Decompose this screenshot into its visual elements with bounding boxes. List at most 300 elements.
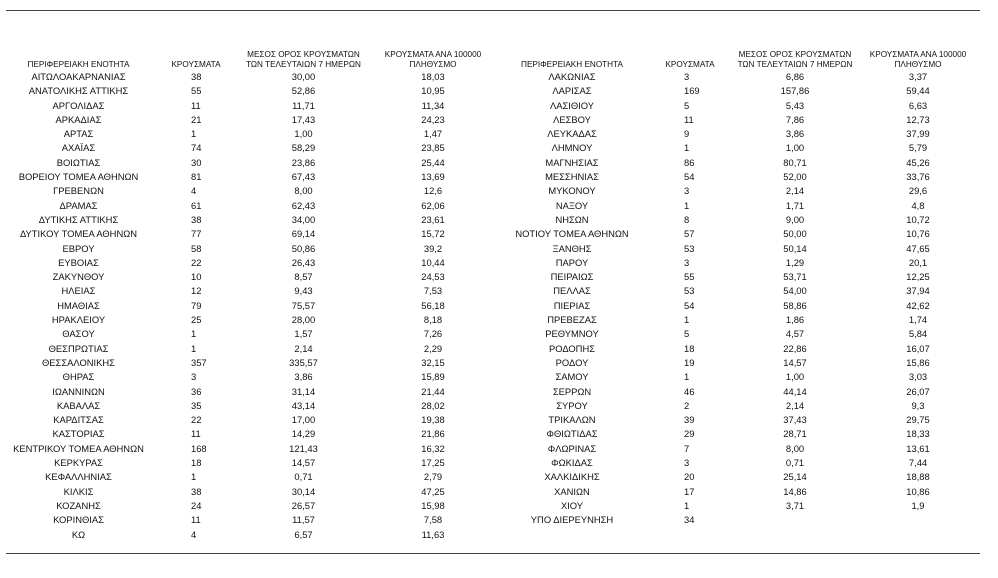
table-row	[6, 213, 500, 227]
region-cell: ΠΡΕΒΕΖΑΣ	[547, 314, 597, 326]
region-cell: ΚΑΒΑΛΑΣ	[56, 399, 101, 411]
per100k-cell: 24,53	[421, 271, 445, 283]
table-row	[6, 299, 500, 313]
per100k-cell: 45,26	[906, 156, 930, 168]
table-row	[6, 242, 500, 256]
table-row	[500, 270, 982, 284]
per100k-cell: 4,8	[911, 199, 925, 211]
per100k-cell: 7,44	[908, 457, 928, 469]
avg7-cell: 14,29	[291, 428, 316, 440]
cases-cell: 1	[684, 142, 690, 154]
region-cell: ΘΕΣΣΑΛΟΝΙΚΗΣ	[42, 356, 115, 368]
region-cell: ΤΡΙΚΑΛΩΝ	[548, 414, 596, 426]
table-row	[500, 342, 982, 356]
per100k-cell: 10,76	[906, 228, 930, 240]
cases-cell: 36	[191, 385, 202, 397]
per100k-cell: 32,15	[421, 356, 445, 368]
table-row	[6, 456, 500, 470]
region-cell: ΛΑΣΙΘΙΟΥ	[549, 99, 595, 111]
cases-cell: 10	[191, 271, 202, 283]
table-row	[500, 327, 982, 341]
header-row	[500, 30, 982, 70]
region-cell: ΛΕΥΚΑΔΑΣ	[547, 128, 597, 140]
avg7-cell: 1,71	[785, 199, 805, 211]
avg7-cell: 30,00	[291, 71, 316, 82]
cases-cell: 21	[191, 113, 202, 125]
per100k-cell	[854, 513, 982, 527]
per100k-cell: 19,38	[421, 414, 445, 426]
cases-cell: 53	[684, 242, 695, 254]
avg7-cell: 50,00	[783, 228, 807, 240]
region-cell: ΣΥΡΟΥ	[556, 399, 588, 411]
cases-cell: 1	[191, 328, 197, 340]
avg7-cell: 1,00	[785, 142, 805, 154]
avg7-cell: 14,57	[783, 356, 807, 368]
region-cell: ΝΟΤΙΟΥ ΤΟΜΕΑ ΑΘΗΝΩΝ	[515, 228, 629, 240]
table-row	[6, 499, 500, 513]
header-cases: ΚΡΟΥΣΜΑΤΑ	[665, 60, 715, 69]
avg7-cell: 69,14	[291, 228, 316, 240]
cases-cell: 1	[191, 471, 197, 483]
per100k-cell: 59,44	[906, 85, 930, 97]
cases-cell: 5	[684, 99, 690, 111]
avg7-cell: 7,86	[785, 113, 805, 125]
region-cell: ΔΡΑΜΑΣ	[59, 199, 98, 211]
table-row	[500, 213, 982, 227]
region-cell: ΒΟΙΩΤΙΑΣ	[56, 156, 101, 168]
region-cell: ΦΘΙΩΤΙΔΑΣ	[546, 428, 598, 440]
per100k-cell: 13,69	[421, 171, 445, 183]
table-row	[500, 70, 982, 84]
avg7-cell: 1,86	[785, 314, 805, 326]
table-row	[6, 113, 500, 127]
header-avg7: ΜΕΣΟΣ ΟΡΟΣ ΚΡΟΥΣΜΑΤΩΝ ΤΩΝ ΤΕΛΕΥΤΑΙΩΝ 7 ΗΜΕΡΩΝ	[246, 50, 361, 69]
table-row	[6, 413, 500, 427]
cases-cell: 169	[684, 85, 700, 97]
table-row	[6, 184, 500, 198]
region-cell: ΗΛΕΙΑΣ	[61, 285, 96, 297]
region-cell: ΠΕΙΡΑΙΩΣ	[550, 271, 594, 283]
cases-cell: 53	[684, 285, 695, 297]
avg7-cell: 25,14	[783, 471, 807, 483]
table-row	[500, 141, 982, 155]
table-row	[6, 470, 500, 484]
per100k-cell: 16,07	[906, 342, 930, 354]
cases-cell: 12	[191, 285, 202, 297]
region-cell: ΑΝΑΤΟΛΙΚΗΣ ΑΤΤΙΚΗΣ	[28, 85, 129, 97]
table-row	[6, 385, 500, 399]
table-row	[500, 456, 982, 470]
per100k-cell: 23,61	[421, 213, 445, 225]
table-row	[500, 99, 982, 113]
cases-cell: 11	[191, 428, 201, 440]
avg7-cell: 67,43	[291, 171, 316, 183]
cases-cell: 3	[684, 256, 690, 268]
avg7-cell: 9,43	[294, 285, 313, 297]
cases-cell: 3	[684, 71, 690, 82]
region-cell: ΚΙΛΚΙΣ	[63, 485, 94, 497]
table-row	[500, 356, 982, 370]
region-cell: ΧΑΝΙΩΝ	[554, 485, 590, 497]
avg7-cell: 52,00	[783, 171, 807, 183]
cases-cell: 3	[191, 371, 197, 383]
per100k-cell: 10,86	[906, 485, 930, 497]
region-cell: ΧΑΛΚΙΔΙΚΗΣ	[544, 471, 600, 483]
table-row	[6, 170, 500, 184]
avg7-cell: 2,14	[785, 185, 805, 197]
avg7-cell: 6,57	[294, 528, 313, 540]
region-cell: ΗΡΑΚΛΕΙΟΥ	[51, 314, 106, 326]
region-cell: ΥΠΟ ΔΙΕΡΕΥΝΗΣΗ	[530, 514, 614, 526]
per100k-cell: 2,29	[423, 342, 443, 354]
table-row	[6, 284, 500, 298]
per100k-cell: 18,88	[906, 471, 930, 483]
per100k-cell: 17,25	[421, 457, 445, 469]
table-row	[500, 299, 982, 313]
cases-cell: 3	[684, 457, 690, 469]
region-cell: ΕΒΡΟΥ	[62, 242, 95, 254]
table-row	[6, 485, 500, 499]
table-row	[6, 370, 500, 384]
region-cell: ΣΕΡΡΩΝ	[552, 385, 592, 397]
table-row	[500, 156, 982, 170]
cases-cell: 18	[684, 342, 695, 354]
table-row	[6, 528, 500, 542]
per100k-cell: 47,65	[906, 242, 930, 254]
per100k-cell: 12,25	[906, 271, 930, 283]
region-cell: ΛΑΡΙΣΑΣ	[552, 85, 592, 97]
avg7-cell: 50,86	[291, 242, 316, 254]
avg7-cell: 28,00	[291, 314, 316, 326]
table-row	[500, 256, 982, 270]
cases-cell: 38	[191, 213, 202, 225]
cases-cell: 1	[684, 499, 690, 511]
per100k-cell: 5,84	[908, 328, 928, 340]
per100k-cell: 15,86	[906, 356, 930, 368]
avg7-cell: 62,43	[291, 199, 316, 211]
avg7-cell: 31,14	[291, 385, 316, 397]
region-cell: ΞΑΝΘΗΣ	[552, 242, 592, 254]
cases-cell: 61	[191, 199, 202, 211]
avg7-cell: 75,57	[291, 299, 316, 311]
per100k-cell: 26,07	[906, 385, 930, 397]
per100k-cell: 2,79	[423, 471, 443, 483]
per100k-cell: 7,26	[423, 328, 443, 340]
cases-cell: 34	[684, 514, 695, 526]
avg7-cell: 80,71	[783, 156, 807, 168]
region-cell: ΔΥΤΙΚΟΥ ΤΟΜΕΑ ΑΘΗΝΩΝ	[19, 228, 138, 240]
region-cell: ΚΕΦΑΛΛΗΝΙΑΣ	[45, 471, 112, 483]
table-row	[6, 99, 500, 113]
table-body-left	[6, 70, 500, 542]
per100k-cell: 13,61	[906, 442, 930, 454]
region-cell: ΚΑΡΔΙΤΣΑΣ	[53, 414, 104, 426]
region-cell: ΑΡΓΟΛΙΔΑΣ	[52, 99, 105, 111]
cases-cell: 11	[684, 113, 694, 125]
region-cell: ΦΩΚΙΔΑΣ	[551, 457, 593, 469]
avg7-cell: 58,86	[783, 299, 807, 311]
per100k-cell: 56,18	[421, 299, 445, 311]
region-cell: ΕΥΒΟΙΑΣ	[58, 256, 99, 268]
table-row	[500, 313, 982, 327]
cases-cell: 25	[191, 314, 202, 326]
cases-cell: 22	[191, 414, 202, 426]
header-per100k: ΚΡΟΥΣΜΑΤΑ ΑΝΑ 100000 ΠΛΗΘΥΣΜΟ	[869, 50, 967, 69]
cases-cell: 39	[684, 414, 695, 426]
per100k-cell: 18,03	[421, 71, 445, 82]
table-row	[500, 113, 982, 127]
table-row	[6, 513, 500, 527]
region-cell: ΠΑΡΟΥ	[555, 256, 589, 268]
region-cell: ΧΙΟΥ	[560, 499, 584, 511]
cases-cell: 24	[191, 499, 202, 511]
table-row	[500, 470, 982, 484]
region-cell: ΚΑΣΤΟΡΙΑΣ	[52, 428, 105, 440]
avg7-cell: 37,43	[783, 414, 807, 426]
per100k-cell: 47,25	[421, 485, 445, 497]
avg7-cell: 14,57	[291, 457, 316, 469]
table-row	[500, 84, 982, 98]
table-row	[6, 227, 500, 241]
region-cell: ΡΕΘΥΜΝΟΥ	[545, 328, 599, 340]
cases-cell: 5	[684, 328, 690, 340]
per100k-cell: 15,89	[421, 371, 445, 383]
table-row	[6, 70, 500, 84]
bottom-rule	[6, 553, 980, 554]
cases-cell: 29	[684, 428, 695, 440]
table-row	[500, 413, 982, 427]
per100k-cell: 21,86	[421, 428, 445, 440]
table-row	[6, 270, 500, 284]
cases-cell: 1	[684, 199, 690, 211]
region-cell: ΑΙΤΩΛΟΑΚΑΡΝΑΝΙΑΣ	[31, 71, 126, 82]
cases-cell: 55	[191, 85, 202, 97]
per100k-cell: 33,76	[906, 171, 930, 183]
table-row	[6, 399, 500, 413]
region-cell: ΑΡΚΑΔΙΑΣ	[55, 113, 102, 125]
region-cell: ΘΕΣΠΡΩΤΙΑΣ	[48, 342, 109, 354]
region-cell: ΡΟΔΟΥ	[555, 356, 589, 368]
cases-cell: 168	[191, 442, 207, 454]
per100k-cell: 10,72	[906, 213, 930, 225]
avg7-cell: 11,71	[292, 99, 315, 111]
avg7-cell: 28,71	[783, 428, 807, 440]
cases-cell: 357	[191, 356, 207, 368]
region-cell: ΡΟΔΟΠΗΣ	[548, 342, 596, 354]
per100k-cell: 3,37	[908, 71, 928, 82]
table-row	[6, 141, 500, 155]
avg7-cell: 3,86	[294, 371, 313, 383]
cases-cell: 8	[684, 213, 690, 225]
cases-cell: 54	[684, 171, 695, 183]
avg7-cell: 50,14	[783, 242, 807, 254]
table-row	[6, 427, 500, 441]
table-row	[500, 370, 982, 384]
table-row	[500, 427, 982, 441]
per100k-cell: 37,99	[906, 128, 930, 140]
avg7-cell: 14,86	[783, 485, 807, 497]
avg7-cell: 8,00	[294, 185, 313, 197]
region-cell: ΠΕΛΛΑΣ	[553, 285, 591, 297]
per100k-cell: 25,44	[421, 156, 445, 168]
cases-cell: 19	[684, 356, 695, 368]
table-row	[500, 242, 982, 256]
avg7-cell: 17,43	[291, 113, 316, 125]
per100k-cell: 11,34	[421, 99, 445, 111]
avg7-cell: 4,57	[785, 328, 805, 340]
avg7-cell: 1,00	[785, 371, 805, 383]
cases-cell: 22	[191, 256, 202, 268]
per100k-cell: 7,58	[423, 514, 443, 526]
per100k-cell: 9,3	[911, 399, 925, 411]
cases-cell: 4	[191, 185, 197, 197]
per100k-cell: 21,44	[421, 385, 445, 397]
region-cell: ΣΑΜΟΥ	[555, 371, 589, 383]
region-cell: ΛΕΣΒΟΥ	[553, 113, 591, 125]
cases-cell: 81	[191, 171, 202, 183]
cases-cell: 74	[191, 142, 202, 154]
per100k-cell: 11,63	[421, 528, 445, 540]
avg7-cell: 53,71	[783, 271, 807, 283]
region-cell: ΚΕΝΤΡΙΚΟΥ ΤΟΜΕΑ ΑΘΗΝΩΝ	[13, 442, 144, 454]
per100k-cell: 24,23	[421, 113, 445, 125]
avg7-cell: 121,43	[289, 442, 318, 454]
per100k-cell: 18,33	[906, 428, 930, 440]
table-row	[500, 199, 982, 213]
avg7-cell: 26,43	[291, 256, 316, 268]
per100k-cell: 10,44	[421, 256, 445, 268]
header-region: ΠΕΡΙΦΕΡΕΙΑΚΗ ΕΝΟΤΗΤΑ	[27, 60, 130, 69]
cases-cell: 30	[191, 156, 202, 168]
cases-cell: 1	[684, 314, 690, 326]
avg7-cell: 5,43	[785, 99, 805, 111]
cases-cell: 18	[191, 457, 202, 469]
region-cell: ΜΑΓΝΗΣΙΑΣ	[545, 156, 599, 168]
table-row	[6, 256, 500, 270]
cases-cell: 58	[191, 242, 202, 254]
top-rule	[6, 10, 980, 11]
avg7-cell: 26,57	[291, 499, 316, 511]
table-row	[6, 156, 500, 170]
region-cell: ΘΑΣΟΥ	[62, 328, 95, 340]
region-cell: ΔΥΤΙΚΗΣ ΑΤΤΙΚΗΣ	[38, 213, 119, 225]
region-cell: ΦΛΩΡΙΝΑΣ	[547, 442, 597, 454]
avg7-cell: 54,00	[783, 285, 807, 297]
per100k-cell: 7,53	[423, 285, 443, 297]
per100k-cell: 1,9	[911, 499, 925, 511]
cases-cell: 54	[684, 299, 695, 311]
avg7-cell: 11,57	[292, 514, 315, 526]
header-region: ΠΕΡΙΦΕΡΕΙΑΚΗ ΕΝΟΤΗΤΑ	[521, 60, 623, 69]
cases-cell: 57	[684, 228, 695, 240]
region-cell: ΚΟΡΙΝΘΙΑΣ	[53, 514, 104, 526]
per100k-cell: 39,2	[423, 242, 443, 254]
region-cell: ΜΥΚΟΝΟΥ	[548, 185, 596, 197]
table-row	[500, 399, 982, 413]
avg7-cell: 0,71	[294, 471, 313, 483]
cases-cell: 38	[191, 485, 202, 497]
cases-cell: 7	[684, 442, 690, 454]
per100k-cell: 20,1	[908, 256, 928, 268]
avg7-cell: 0,71	[785, 457, 805, 469]
header-avg7: ΜΕΣΟΣ ΟΡΟΣ ΚΡΟΥΣΜΑΤΩΝ ΤΩΝ ΤΕΛΕΥΤΑΙΩΝ 7 ΗΜΕΡΩΝ	[737, 50, 853, 69]
cases-cell: 3	[684, 185, 690, 197]
avg7-cell: 1,29	[785, 256, 805, 268]
region-cell: ΚΩ	[71, 528, 86, 540]
cases-table-right	[500, 30, 982, 528]
region-cell: ΖΑΚΥΝΘΟΥ	[52, 271, 105, 283]
per100k-cell: 28,02	[421, 399, 445, 411]
table-body-right	[500, 70, 982, 528]
per100k-cell: 15,72	[421, 228, 445, 240]
avg7-cell: 8,57	[294, 271, 313, 283]
cases-cell: 35	[191, 399, 202, 411]
table-row	[500, 170, 982, 184]
per100k-cell: 29,75	[906, 414, 930, 426]
table-row	[500, 442, 982, 456]
table-row	[6, 127, 500, 141]
table-row	[6, 327, 500, 341]
avg7-cell: 3,86	[785, 128, 805, 140]
header-per100k: ΚΡΟΥΣΜΑΤΑ ΑΝΑ 100000 ΠΛΗΘΥΣΜΟ	[384, 50, 482, 69]
per100k-cell: 12,73	[906, 113, 930, 125]
per100k-cell: 1,74	[908, 314, 928, 326]
region-cell: ΚΟΖΑΝΗΣ	[56, 499, 101, 511]
avg7-cell: 34,00	[291, 213, 316, 225]
avg7-cell: 44,14	[783, 385, 807, 397]
table-row	[500, 385, 982, 399]
table-row	[6, 313, 500, 327]
cases-cell: 9	[684, 128, 690, 140]
region-cell: ΠΙΕΡΙΑΣ	[553, 299, 591, 311]
region-cell: ΑΧΑΪΑΣ	[61, 142, 96, 154]
avg7-cell: 1,00	[294, 128, 313, 140]
per100k-cell: 42,62	[906, 299, 930, 311]
per100k-cell: 62,06	[421, 199, 445, 211]
table-row	[6, 199, 500, 213]
avg7-cell: 23,86	[291, 156, 316, 168]
per100k-cell: 10,95	[421, 85, 445, 97]
cases-cell: 11	[191, 514, 201, 526]
header-row	[6, 30, 500, 70]
table-row	[500, 284, 982, 298]
region-cell: ΑΡΤΑΣ	[63, 128, 94, 140]
cases-cell: 17	[684, 485, 695, 497]
per100k-cell: 23,85	[421, 142, 445, 154]
table-row	[500, 513, 982, 527]
per100k-cell: 15,98	[421, 499, 445, 511]
cases-cell: 20	[684, 471, 695, 483]
cases-cell: 79	[191, 299, 202, 311]
cases-cell: 86	[684, 156, 695, 168]
cases-cell: 38	[191, 71, 202, 82]
per100k-cell: 16,32	[421, 442, 445, 454]
table-row	[500, 127, 982, 141]
avg7-cell: 2,14	[785, 399, 805, 411]
cases-cell: 55	[684, 271, 695, 283]
cases-cell: 1	[684, 371, 690, 383]
cases-cell: 11	[191, 99, 201, 111]
avg7-cell: 58,29	[291, 142, 316, 154]
table-row	[500, 184, 982, 198]
avg7-cell: 17,00	[291, 414, 316, 426]
per100k-cell: 29,6	[908, 185, 928, 197]
avg7-cell	[736, 513, 854, 527]
table-row	[500, 485, 982, 499]
avg7-cell: 9,00	[785, 213, 805, 225]
region-cell: ΝΗΣΩΝ	[555, 213, 589, 225]
table-row	[6, 84, 500, 98]
